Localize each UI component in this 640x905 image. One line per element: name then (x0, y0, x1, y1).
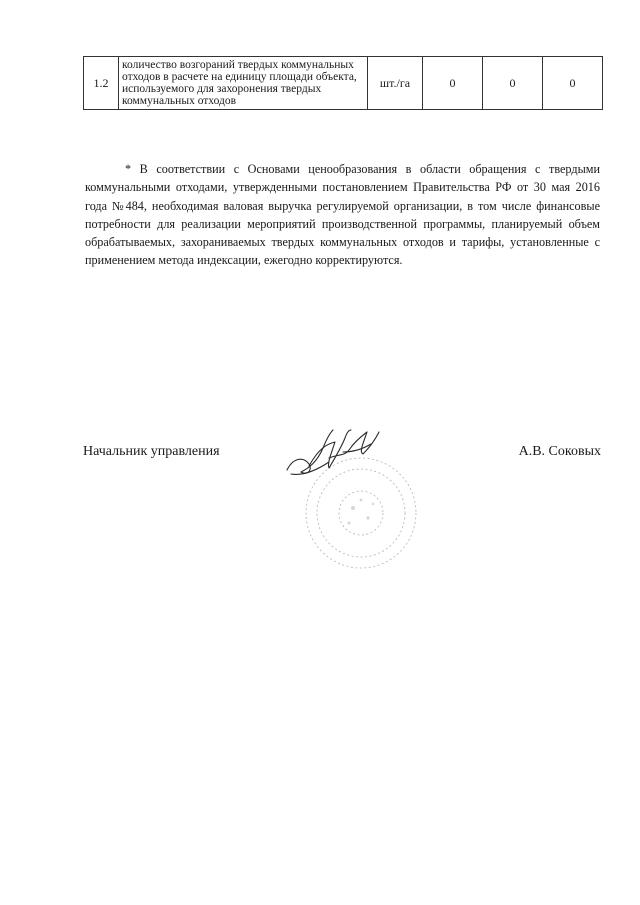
table-row (84, 57, 603, 110)
footnote-paragraph: * В соответствии с Основами ценообразования в области обращения с твердыми коммунальными отходами, утвержденными постановлением Правительства РФ от 30 мая 2016 года №484, необходимая валовая выручка регулируемой организации, в том числе финансовые потребности для реализации мероприятий производственной программы, планируемый объем обрабатываемых, захораниваемых твердых коммунальных отходов и тарифы, установленные с применением метода индексации, ежегодно корректируются. (85, 162, 600, 268)
row-description: количество возгораний твердых коммунальных отходов в расчете на единицу площади объекта, используемого для захоронения твердых коммунальных отходов (119, 57, 368, 110)
row-value-3: 0 (543, 57, 603, 110)
row-number: 1.2 (84, 57, 119, 110)
row-unit: шт./га (368, 57, 423, 110)
seal-and-signature-icon (283, 418, 423, 573)
row-value-2: 0 (483, 57, 543, 110)
signatory-title: Начальник управления (83, 444, 220, 459)
indicators-table (83, 56, 603, 110)
row-value-1: 0 (423, 57, 483, 110)
signatory-name: А.В. Соковых (518, 444, 601, 459)
